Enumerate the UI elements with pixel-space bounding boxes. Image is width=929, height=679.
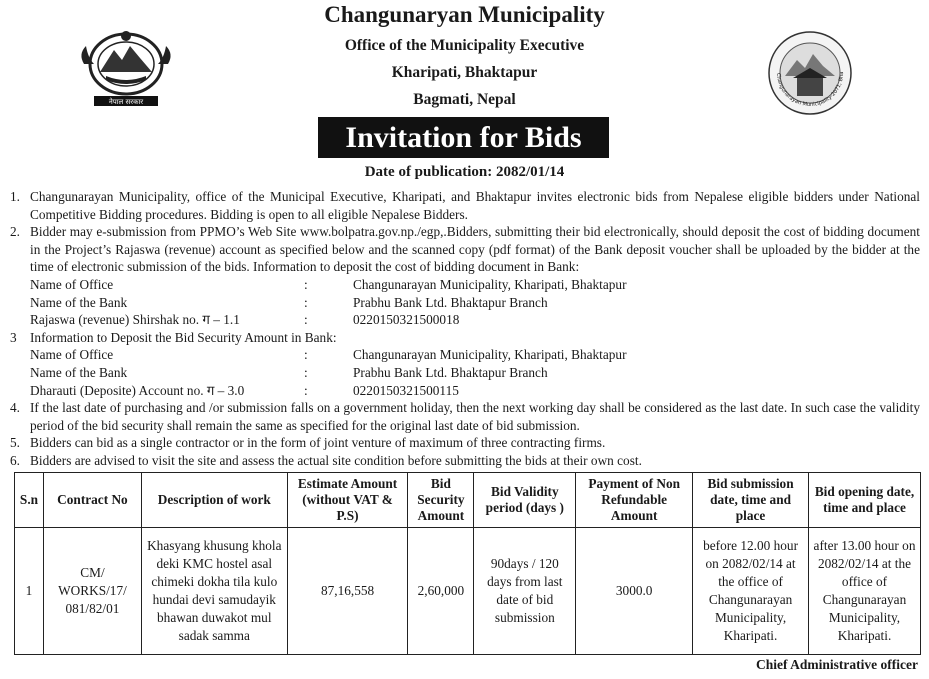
paragraph-number: 4. [10, 400, 20, 416]
column-header: S.n [15, 473, 44, 528]
paragraph-number: 5. [10, 435, 20, 451]
field-separator: : [304, 312, 308, 328]
field-label: Rajaswa (revenue) Shirshak no. ग – 1.1 [30, 312, 240, 328]
municipality-seal [767, 30, 853, 116]
field-value: 0220150321500018 [353, 312, 460, 328]
table-cell: 3000.0 [576, 528, 693, 655]
column-header: Bid opening date, time and place [809, 473, 921, 528]
svg-text:नेपाल सरकार: नेपाल सरकार [108, 98, 144, 106]
security-account-row [10, 382, 920, 400]
field-label: Name of the Bank [30, 364, 128, 380]
field-value: Prabhu Bank Ltd. Bhaktapur Branch [353, 364, 548, 380]
signatory-title: Chief Administrative officer [756, 657, 918, 672]
paragraph-1 [10, 188, 920, 223]
office-subtitle: Office of the Municipality Executive [344, 37, 585, 54]
field-label: Name of the Bank [30, 294, 128, 310]
column-header: Payment of Non Refundable Amount [576, 473, 693, 528]
paragraph-text: Bidders can bid as a single contractor or in the form of joint venture of maximum of three contracting firms. [30, 435, 606, 451]
table-cell: before 12.00 hour on 2082/02/14 at the office of Changunarayan Municipality, Kharipati. [693, 528, 809, 655]
revenue-office-row [10, 276, 920, 294]
column-header: Estimate Amount (without VAT & P.S) [287, 473, 408, 528]
column-header: Bid submission date, time and place [693, 473, 809, 528]
field-separator: : [304, 294, 308, 310]
paragraph-text: Changunarayan Municipality, office of the Municipal Executive, Kharipati, and Bhaktapur invites electronic bids from Nepalese eligible bidders under National Competitive Bidding procedures. Bidding is open to all eligible Nepalese Bidders. [30, 189, 920, 222]
table-cell: 2,60,000 [408, 528, 474, 655]
table-header-row [15, 473, 921, 528]
field-value: 0220150321500115 [353, 382, 459, 398]
column-header: Bid Security Amount [408, 473, 474, 528]
nepal-government-emblem [76, 24, 176, 110]
table-row [15, 528, 921, 655]
field-separator: : [304, 364, 308, 380]
paragraph-5 [10, 434, 920, 452]
table-cell: 90days / 120 days from last date of bid submission [474, 528, 576, 655]
field-separator: : [304, 347, 308, 363]
field-label: Name of Office [30, 347, 114, 363]
field-separator: : [304, 382, 308, 398]
paragraph-text: If the last date of purchasing and /or submission falls on a government holiday, then the next working day shall be considered as the last date. In such case the validity period of the bid security shall remain the same as specified for the original last date of bid submission. [30, 400, 920, 433]
field-separator: : [304, 276, 308, 292]
location-subtitle: Kharipati, Bhaktapur [391, 64, 538, 81]
svg-text:Changunarayan Municipality-207: Changunarayan Municipality-2071, Bha [774, 71, 846, 109]
paragraph-text: Bidder may e-submission from PPMO’s Web Site www.bolpatra.gov.np./egp,.Bidders, submitting their bid electronically, should deposit the cost of bidding document in the Project’s Rajaswa (revenue) account as specified below and the scanned copy (pdf format) of the Bank deposit voucher shall be uploaded by the bidder at the time of electronic submission of the bids. Information to deposit the cost of bidding document in Bank: [30, 224, 920, 275]
paragraph-2 [10, 223, 920, 276]
security-office-row [10, 346, 920, 364]
paragraph-number: 3 [10, 329, 17, 345]
paragraph-number: 6. [10, 452, 20, 468]
table-cell: after 13.00 hour on 2082/02/14 at the office of Changunarayan Municipality, Kharipati. [809, 528, 921, 655]
paragraph-text: Bidders are advised to visit the site and assess the actual site condition before submitting the bids at their own cost. [30, 452, 642, 468]
invitation-banner: Invitation for Bids [318, 117, 609, 158]
field-value: Prabhu Bank Ltd. Bhaktapur Branch [353, 294, 548, 310]
field-label: Name of Office [30, 276, 114, 292]
field-value: Changunarayan Municipality, Kharipati, Bhaktapur [353, 347, 627, 363]
field-value: Changunarayan Municipality, Kharipati, Bhaktapur [353, 276, 627, 292]
paragraph-number: 1. [10, 189, 20, 204]
table-cell: Khasyang khusung khola deki KMC hostel asal chimeki dokha tila kulo hundai devi samudayik bhawan duwakot mul sadak samma [141, 528, 287, 655]
column-header: Bid Validity period (days ) [474, 473, 576, 528]
security-bank-row [10, 364, 920, 382]
column-header: Description of work [141, 473, 287, 528]
column-header: Contract No [43, 473, 141, 528]
region-subtitle: Bagmati, Nepal [413, 91, 516, 108]
field-label: Dharauti (Deposite) Account no. ग – 3.0 [30, 382, 245, 398]
paragraph-text: Information to Deposit the Bid Security Amount in Bank: [30, 329, 337, 345]
paragraph-number: 2. [10, 224, 20, 240]
table-cell: 87,16,558 [287, 528, 408, 655]
table-cell: 1 [15, 528, 44, 655]
bid-table [14, 472, 921, 655]
notice-header [0, 0, 929, 112]
publication-date: Date of publication: 2082/01/14 [364, 164, 565, 180]
revenue-bank-row [10, 294, 920, 312]
revenue-account-row [10, 311, 920, 329]
paragraph-4 [10, 399, 920, 434]
table-cell: CM/ WORKS/17/ 081/82/01 [43, 528, 141, 655]
paragraph-3 [10, 329, 920, 347]
paragraph-6 [10, 452, 920, 470]
municipality-title: Changunaryan Municipality [324, 2, 605, 27]
notice-body [10, 188, 920, 470]
